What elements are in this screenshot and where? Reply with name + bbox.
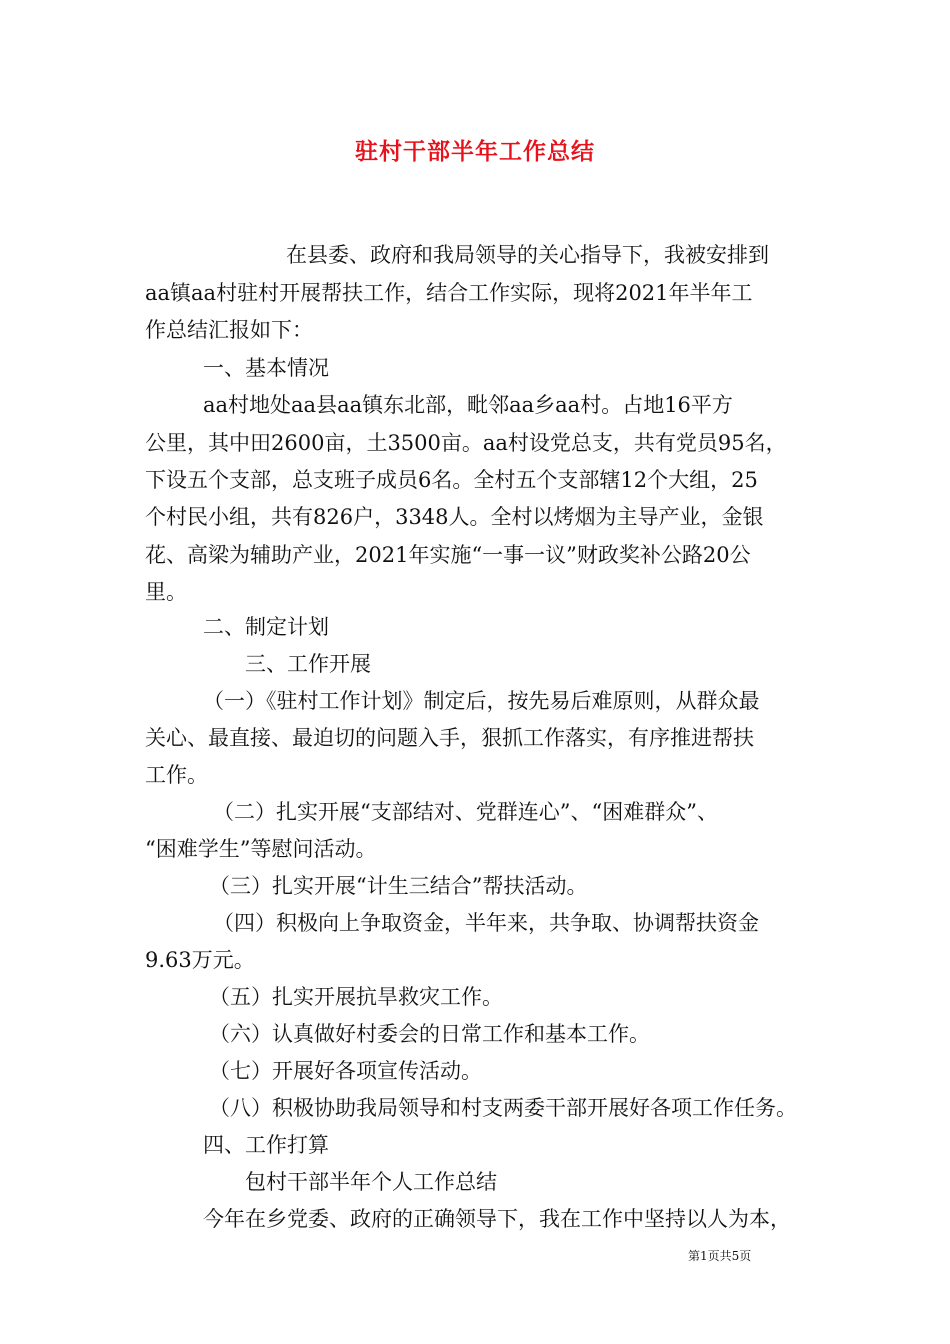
paragraph-line: （八）积极协助我局领导和村支两委干部开展好各项工作任务。 xyxy=(209,1096,797,1120)
paragraph-line: 9.63万元。 xyxy=(145,948,255,972)
paragraph-line: （五）扎实开展抗旱救灾工作。 xyxy=(209,985,503,1009)
document-title: 驻村干部半年工作总结 xyxy=(355,138,595,165)
paragraph-line: （四）积极向上争取资金，半年来，共争取、协调帮扶资金 xyxy=(213,911,759,935)
paragraph-line: “困难学生”等慰问活动。 xyxy=(145,837,377,861)
paragraph-line: 下设五个支部，总支班子成员6名。全村五个支部辖12个大组，25 xyxy=(145,468,758,492)
paragraph-line: 公里，其中田2600亩，土3500亩。aa村设党总支，共有党员95名， xyxy=(145,431,787,455)
section-heading: 二、制定计划 xyxy=(203,615,329,639)
section-heading: 四、工作打算 xyxy=(203,1133,329,1157)
paragraph-line: 今年在乡党委、政府的正确领导下，我在工作中坚持以人为本， xyxy=(203,1207,791,1231)
paragraph-line: （二）扎实开展“支部结对、党群连心”、“困难群众”、 xyxy=(213,800,718,824)
paragraph-line: 关心、最直接、最迫切的问题入手，狠抓工作落实，有序推进帮扶 xyxy=(145,726,754,750)
paragraph-line: 里。 xyxy=(145,580,187,604)
section-heading: 一、基本情况 xyxy=(203,356,329,380)
paragraph-line: aa镇aa村驻村开展帮扶工作，结合工作实际，现将2021年半年工 xyxy=(145,281,753,305)
paragraph-line: 个村民小组，共有826户，3348人。全村以烤烟为主导产业，金银 xyxy=(145,505,764,529)
section-heading: 三、工作开展 xyxy=(245,652,371,676)
subtitle-line: 包村干部半年个人工作总结 xyxy=(245,1170,497,1194)
paragraph-line: （三）扎实开展“计生三结合”帮扶活动。 xyxy=(209,874,588,898)
paragraph-line: （一）《驻村工作计划》制定后，按先易后难原则，从群众最 xyxy=(203,689,760,713)
paragraph-line: 花、高梁为辅助产业，2021年实施“一事一议”财政奖补公路20公 xyxy=(145,543,751,567)
page-number: 第1页共5页 xyxy=(688,1249,752,1263)
paragraph-line: 工作。 xyxy=(145,763,208,787)
paragraph-line: 在县委、政府和我局领导的关心指导下，我被安排到 xyxy=(286,243,769,267)
paragraph-line: （七）开展好各项宣传活动。 xyxy=(209,1059,482,1083)
paragraph-line: （六）认真做好村委会的日常工作和基本工作。 xyxy=(209,1022,650,1046)
paragraph-line: 作总结汇报如下： xyxy=(145,318,313,342)
paragraph-line: aa村地处aa县aa镇东北部，毗邻aa乡aa村。占地16平方 xyxy=(203,393,733,417)
